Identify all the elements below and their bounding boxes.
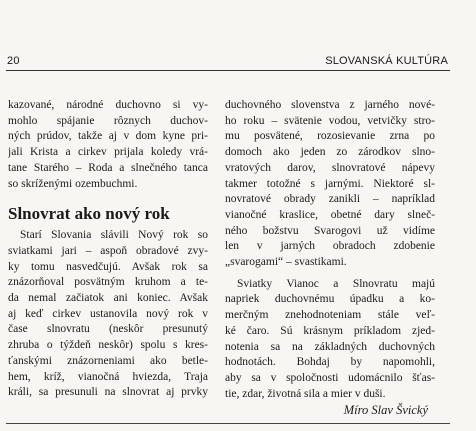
text-line: napriek duchovnému úpadku a ko-	[225, 293, 435, 306]
text-line: duchovného slovenstva z jarného nové-	[225, 99, 435, 111]
text-line: Starí Slovania slávili Nový rok so	[20, 229, 208, 242]
text-line: „svarogami“ – svastikami.	[225, 256, 347, 269]
text-line: tane Starého – Roda a slnečného tanca	[8, 161, 208, 174]
text-line: Sviatky Vianoc a Slnovratu majú	[237, 277, 435, 290]
text-line: vianočné kraslice, obetné dary slneč-	[225, 208, 435, 221]
text-line: len v jarných obradoch zdobenie	[225, 240, 435, 253]
text-line: novratové obrady zanikli – napríklad	[225, 193, 435, 206]
right-column	[225, 98, 435, 402]
text-line: sviatkami jari – aspoň obradové zvy-	[8, 244, 208, 257]
text-line: da nemal začiatok ani koniec. Avšak	[8, 292, 208, 305]
text-line: zhruba o týždeň neskôr) spolu s kres-	[8, 339, 208, 352]
bottom-rule	[6, 423, 450, 424]
text-line: ného božstvu Svarogovi už vidíme	[225, 224, 435, 237]
text-line: merčným znehodnoteniam stále veľ-	[225, 309, 435, 322]
page-number: 20	[7, 55, 20, 67]
text-line: ných prúdov, takže aj v dom kyne pri-	[8, 130, 208, 143]
text-line: králi, sa presunuli na slnovrat aj prvky	[8, 386, 208, 399]
header-rule	[6, 70, 450, 71]
text-line: mohlo spájanie rôznych duchov-	[8, 114, 208, 127]
text-line: kazované, národné duchovno si vy-	[8, 99, 208, 111]
left-column	[8, 98, 208, 401]
running-title: SLOVANSKÁ KULTÚRA	[325, 55, 448, 67]
text-line: aby sa v spoločnosti udomácnilo šťas-	[225, 371, 435, 384]
text-line: ho roku – svätenie vodou, vetvičky stro-	[225, 114, 435, 127]
text-line: vratových darov, slnovratové nápevy	[225, 161, 435, 174]
author-signature: Míro Slav Švický	[343, 403, 428, 417]
text-line: takmer totožné s jarnými. Niektoré sl-	[225, 177, 435, 190]
text-line: tie, zdar, životná sila a mier v duši.	[225, 387, 386, 400]
text-line: mu posvätené, rozosievanie zrna po	[225, 130, 435, 143]
text-line: notenia sa na základných duchovných	[225, 340, 435, 353]
text-line: hodnotách. Bohdaj by napomohli,	[225, 356, 435, 369]
text-line: so skríženými ozembuchmi.	[8, 177, 138, 190]
text-line: domoch ako jeden zo zárodkov slno-	[225, 146, 435, 159]
text-line: hem, kríž, vianočná hviezda, Traja	[8, 370, 208, 383]
text-line: ky tomu nasvedčujú. Avšak rok sa	[8, 260, 208, 273]
text-line: ké čaro. Sú krásnym príkladom zjed-	[225, 324, 435, 337]
text-line: znázorňoval posvätným kruhom a te-	[8, 276, 208, 289]
text-line: jali Krista a cirkev prijala koledy vrá-	[8, 146, 208, 159]
text-line: aj keď cirkev ustanovila nový rok v	[8, 307, 208, 320]
text-line: čase slnovratu (neskôr presunutý	[8, 323, 208, 336]
text-line: ťanskými znázorneniami ako betle-	[8, 354, 208, 367]
section-heading: Slnovrat ako nový rok	[8, 204, 170, 224]
